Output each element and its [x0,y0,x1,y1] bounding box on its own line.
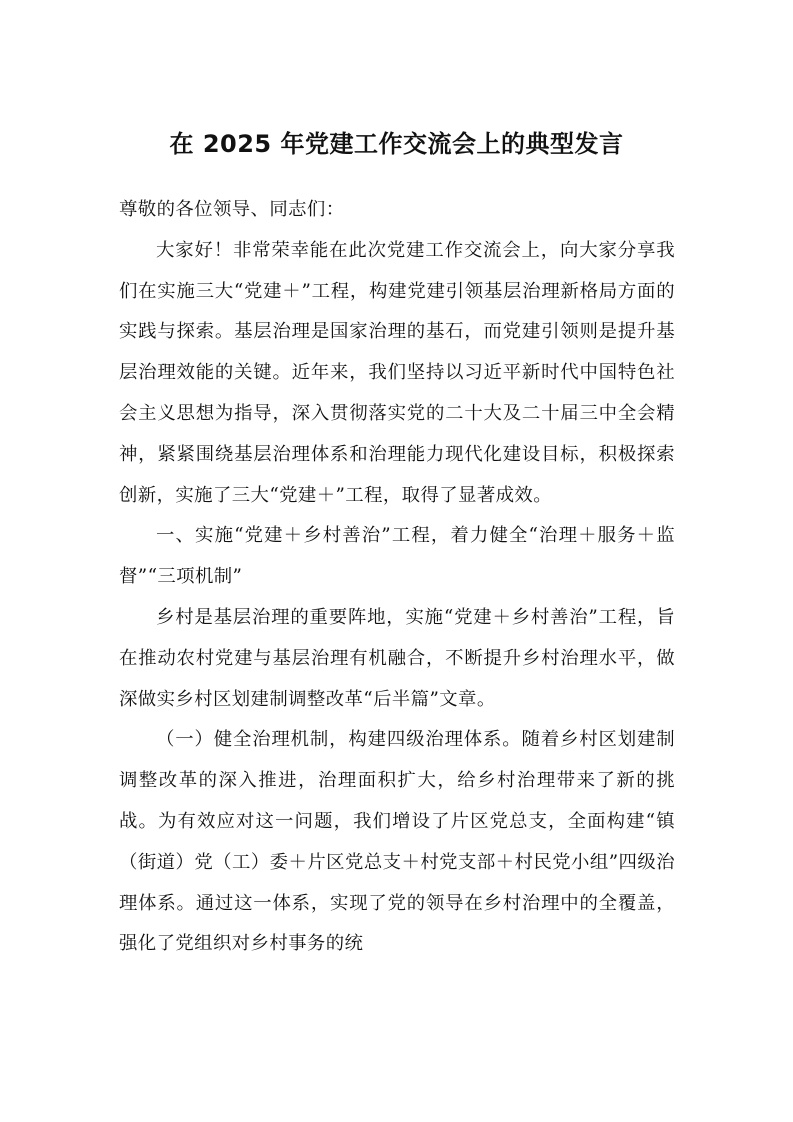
paragraph-intro: 大家好！非常荣幸能在此次党建工作交流会上，向大家分享我们在实施三大“党建＋”工程，构建党建引领基层治理新格局方面的实践与探索。基层治理是国家治理的基石，而党建引领则是提升基层治理效能的关键。近年来，我们坚持以习近平新时代中国特色社会主义思想为指导，深入贯彻落实党的二十大及二十届三中全会精神，紧紧围绕基层治理体系和治理能力现代化建设目标，积极探索创新，实施了三大“党建＋”工程，取得了显著成效。 [119,239,675,506]
paragraph-section-1: 乡村是基层治理的重要阵地，实施“党建＋乡村善治”工程，旨在推动农村党建与基层治理有机融合，不断提升乡村治理水平，做深做实乡村区划建制调整改革“后半篇”文章。 [119,606,675,710]
document-title: 在 2025 年党建工作交流会上的典型发言 [169,130,624,158]
document-body [119,190,675,965]
section-heading-1: 一、实施“党建＋乡村善治”工程，着力健全“治理＋服务＋监督”“三项机制” [119,525,675,588]
paragraph-subsection-1: （一）健全治理机制，构建四级治理体系。随着乡村区划建制调整改革的深入推进，治理面积扩大，给乡村治理带来了新的挑战。为有效应对这一问题，我们增设了片区党总支，全面构建“镇（街道）党（工）委＋片区党总支＋村党支部＋村民党小组”四级治理体系。通过这一体系，实现了党的领导在乡村治理中的全覆盖，强化了党组织对乡村事务的统 [119,729,675,955]
salutation: 尊敬的各位领导、同志们： [119,199,345,220]
